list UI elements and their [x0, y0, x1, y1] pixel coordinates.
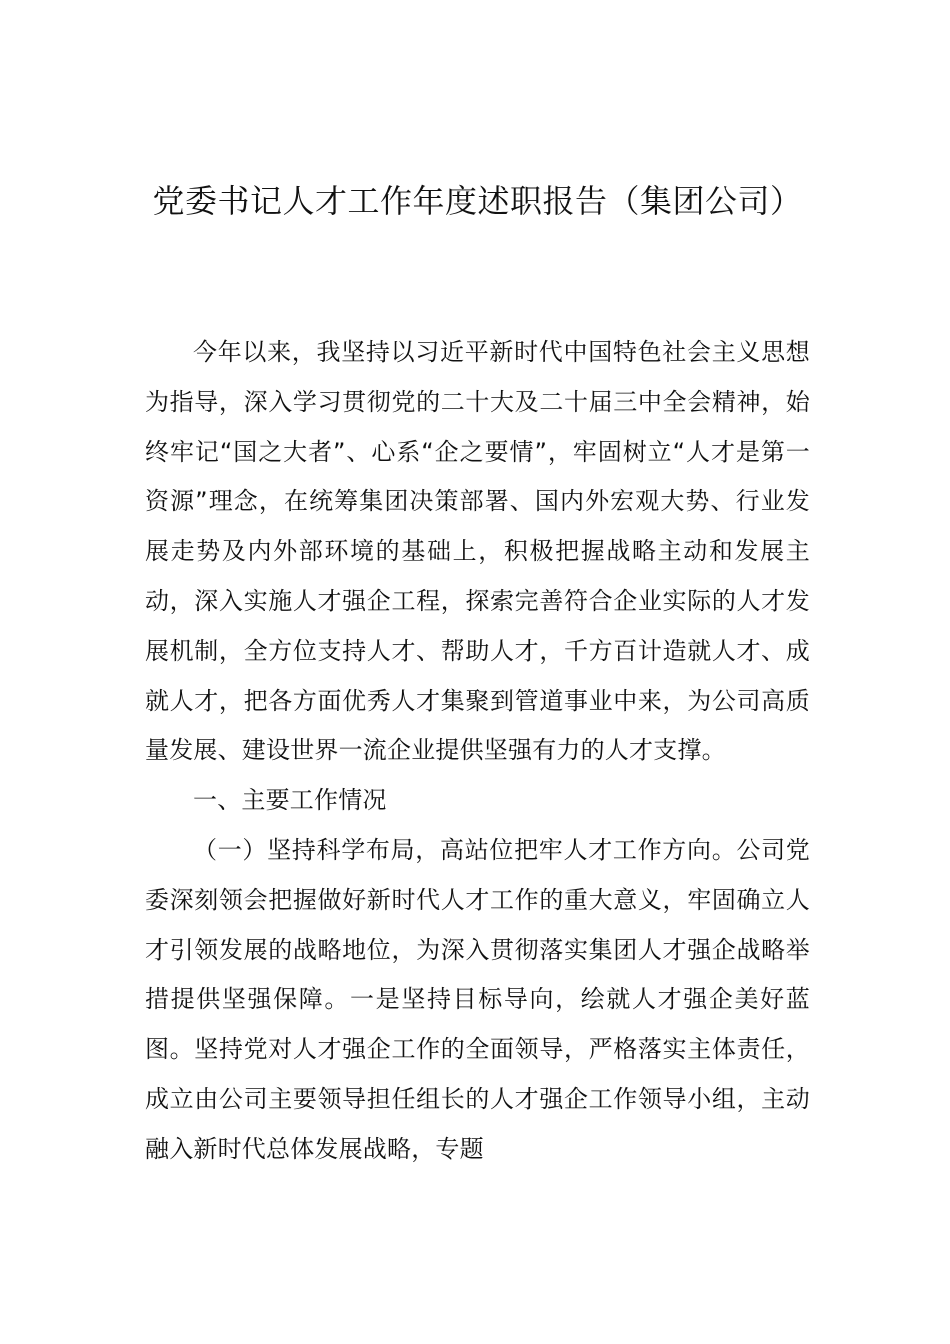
document-title: 党委书记人才工作年度述职报告（集团公司） [152, 182, 803, 220]
document-body [145, 328, 810, 1175]
subsection-paragraph: （一）坚持科学布局，高站位把牢人才工作方向。公司党委深刻领会把握做好新时代人才工作的重大意义，牢固确立人才引领发展的战略地位，为深入贯彻落实集团人才强企战略举措提供坚强保障。一是坚持目标导向，绘就人才强企美好蓝图。坚持党对人才强企工作的全面领导，严格落实主体责任，成立由公司主要领导担任组长的人才强企工作领导小组，主动融入新时代总体发展战略，专题 [145, 835, 810, 1163]
intro-paragraph: 今年以来，我坚持以习近平新时代中国特色社会主义思想为指导，深入学习贯彻党的二十大及二十届三中全会精神，始终牢记“国之大者”、心系“企之要情”，牢固树立“人才是第一资源”理念，在统筹集团决策部署、国内外宏观大势、行业发展走势及内外部环境的基础上，积极把握战略主动和发展主动，深入实施人才强企工程，探索完善符合企业实际的人才发展机制，全方位支持人才、帮助人才，千方百计造就人才、成就人才，把各方面优秀人才集聚到管道事业中来，为公司高质量发展、建设世界一流企业提供坚强有力的人才支撑。 [145, 338, 810, 765]
section-heading: 一、主要工作情况 [193, 786, 387, 815]
